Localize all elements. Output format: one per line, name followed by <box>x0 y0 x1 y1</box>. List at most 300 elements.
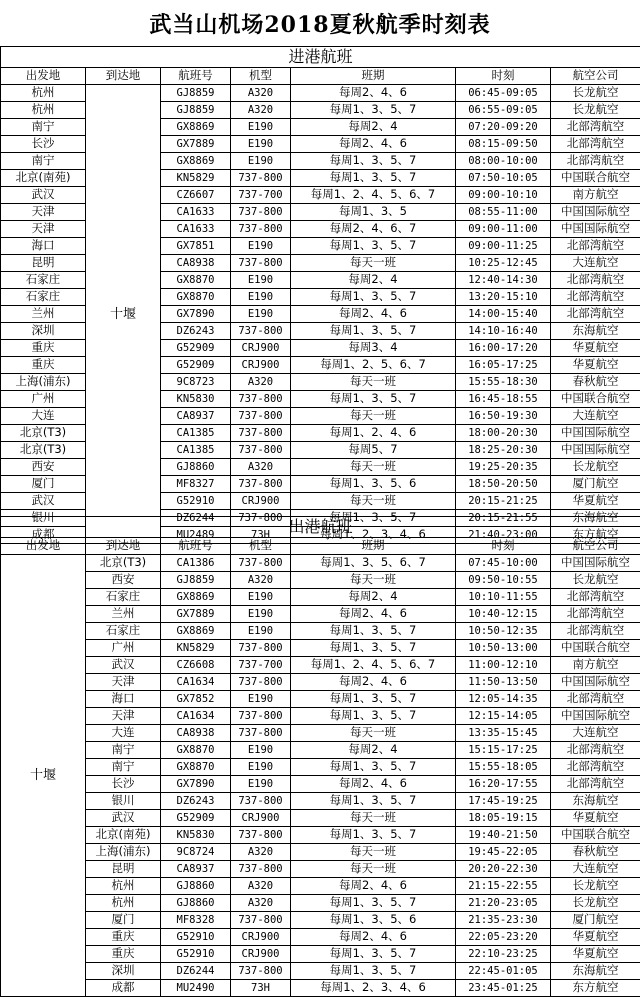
time-cell: 09:00-11:00 <box>456 221 551 238</box>
origin-cell: 十堰 <box>1 555 86 997</box>
origin-cell: 长沙 <box>1 136 86 153</box>
table-row <box>1 946 640 963</box>
header-time: 时刻 <box>456 68 551 85</box>
schedule-cell: 每周1、3、5、6、7 <box>291 555 456 572</box>
table-row <box>1 640 640 657</box>
airline-cell: 东方航空 <box>551 980 640 997</box>
time-cell: 06:55-09:05 <box>456 102 551 119</box>
aircraft-cell: 737-800 <box>231 861 291 878</box>
airline-cell: 东海航空 <box>551 963 640 980</box>
flight-cell: MU2489 <box>161 527 231 544</box>
airline-cell: 中国国际航空 <box>551 674 640 691</box>
origin-cell: 天津 <box>1 204 86 221</box>
flight-cell: G52909 <box>161 357 231 374</box>
aircraft-cell: E190 <box>231 691 291 708</box>
time-cell: 07:20-09:20 <box>456 119 551 136</box>
time-cell: 23:45-01:25 <box>456 980 551 997</box>
destination-cell: 石家庄 <box>86 589 161 606</box>
time-cell: 08:55-11:00 <box>456 204 551 221</box>
schedule-cell: 每周1、3、5、7 <box>291 238 456 255</box>
time-cell: 18:00-20:30 <box>456 425 551 442</box>
airline-cell: 华夏航空 <box>551 493 640 510</box>
origin-cell: 石家庄 <box>1 272 86 289</box>
header-flight: 航班号 <box>161 538 231 555</box>
schedule-cell: 每周1、3、5、7 <box>291 691 456 708</box>
destination-cell: 长沙 <box>86 776 161 793</box>
airline-cell: 北部湾航空 <box>551 136 640 153</box>
aircraft-cell: 737-800 <box>231 442 291 459</box>
time-cell: 21:20-23:05 <box>456 895 551 912</box>
schedule-cell: 每周1、3、5、7 <box>291 963 456 980</box>
flight-cell: KN5829 <box>161 170 231 187</box>
flight-cell: G52910 <box>161 929 231 946</box>
time-cell: 10:25-12:45 <box>456 255 551 272</box>
time-cell: 19:40-21:50 <box>456 827 551 844</box>
header-schedule: 班期 <box>291 68 456 85</box>
airline-cell: 中国联合航空 <box>551 391 640 408</box>
header-destination: 到达地 <box>86 538 161 555</box>
schedule-cell: 每天一班 <box>291 572 456 589</box>
schedule-cell: 每周1、3、5、7 <box>291 323 456 340</box>
flight-cell: GJ8859 <box>161 85 231 102</box>
schedule-cell: 每周1、2、4、6 <box>291 425 456 442</box>
schedule-cell: 每周1、2、4、5、6、7 <box>291 187 456 204</box>
aircraft-cell: 737-800 <box>231 221 291 238</box>
aircraft-cell: 737-800 <box>231 510 291 527</box>
arrivals-header-row <box>1 68 640 85</box>
airline-cell: 中国国际航空 <box>551 221 640 238</box>
time-cell: 13:20-15:10 <box>456 289 551 306</box>
time-cell: 21:15-22:55 <box>456 878 551 895</box>
destination-cell: 杭州 <box>86 895 161 912</box>
table-row <box>1 85 640 102</box>
flight-cell: GX7889 <box>161 136 231 153</box>
airline-cell: 东海航空 <box>551 793 640 810</box>
schedule-cell: 每周2、4、6 <box>291 878 456 895</box>
destination-cell: 南宁 <box>86 742 161 759</box>
origin-cell: 北京(T3) <box>1 442 86 459</box>
table-row <box>1 776 640 793</box>
schedule-cell: 每周1、3、5、6 <box>291 476 456 493</box>
destination-cell: 海口 <box>86 691 161 708</box>
origin-cell: 杭州 <box>1 102 86 119</box>
schedule-cell: 每天一班 <box>291 408 456 425</box>
flight-cell: GX8869 <box>161 153 231 170</box>
origin-cell: 天津 <box>1 221 86 238</box>
time-cell: 10:50-13:00 <box>456 640 551 657</box>
schedule-cell: 每天一班 <box>291 374 456 391</box>
airline-cell: 东海航空 <box>551 510 640 527</box>
origin-cell: 北京(南苑) <box>1 170 86 187</box>
time-cell: 16:05-17:25 <box>456 357 551 374</box>
destination-cell: 成都 <box>86 980 161 997</box>
origin-cell: 兰州 <box>1 306 86 323</box>
flight-cell: DZ6244 <box>161 510 231 527</box>
table-row <box>1 759 640 776</box>
flight-cell: GX7889 <box>161 606 231 623</box>
destination-cell: 银川 <box>86 793 161 810</box>
schedule-cell: 每天一班 <box>291 725 456 742</box>
airline-cell: 华夏航空 <box>551 810 640 827</box>
schedule-cell: 每周1、3、5、7 <box>291 895 456 912</box>
destination-cell: 天津 <box>86 674 161 691</box>
origin-cell: 重庆 <box>1 340 86 357</box>
time-cell: 14:10-16:40 <box>456 323 551 340</box>
flight-cell: CA8937 <box>161 861 231 878</box>
table-row <box>1 657 640 674</box>
schedule-cell: 每周1、2、4、5、6、7 <box>291 657 456 674</box>
origin-cell: 重庆 <box>1 357 86 374</box>
aircraft-cell: A320 <box>231 878 291 895</box>
schedule-cell: 每周2、4、6 <box>291 306 456 323</box>
time-cell: 09:50-10:55 <box>456 572 551 589</box>
table-row <box>1 742 640 759</box>
header-airline: 航空公司 <box>551 538 640 555</box>
aircraft-cell: 73H <box>231 980 291 997</box>
aircraft-cell: 737-800 <box>231 725 291 742</box>
schedule-cell: 每周2、4 <box>291 272 456 289</box>
arrivals-section-title: 进港航班 <box>1 47 640 68</box>
schedule-cell: 每周2、4、6 <box>291 674 456 691</box>
schedule-cell: 每周1、3、5、7 <box>291 510 456 527</box>
destination-cell: 北京(南苑) <box>86 827 161 844</box>
time-cell: 12:40-14:30 <box>456 272 551 289</box>
aircraft-cell: E190 <box>231 606 291 623</box>
destination-cell: 深圳 <box>86 963 161 980</box>
departures-section-title: 出港航班 <box>1 517 640 538</box>
destination-cell: 重庆 <box>86 946 161 963</box>
schedule-cell: 每周2、4、6 <box>291 136 456 153</box>
schedule-cell: 每周1、3、5 <box>291 204 456 221</box>
aircraft-cell: A320 <box>231 102 291 119</box>
airline-cell: 北部湾航空 <box>551 289 640 306</box>
table-row <box>1 980 640 997</box>
table-row <box>1 606 640 623</box>
aircraft-cell: 737-800 <box>231 255 291 272</box>
flight-cell: GJ8860 <box>161 895 231 912</box>
airline-cell: 北部湾航空 <box>551 776 640 793</box>
time-cell: 07:45-10:00 <box>456 555 551 572</box>
header-flight: 航班号 <box>161 68 231 85</box>
aircraft-cell: 737-800 <box>231 674 291 691</box>
origin-cell: 海口 <box>1 238 86 255</box>
airline-cell: 北部湾航空 <box>551 238 640 255</box>
header-airline: 航空公司 <box>551 68 640 85</box>
aircraft-cell: 737-800 <box>231 204 291 221</box>
aircraft-cell: CRJ900 <box>231 929 291 946</box>
airline-cell: 北部湾航空 <box>551 272 640 289</box>
airline-cell: 大连航空 <box>551 725 640 742</box>
airline-cell: 南方航空 <box>551 657 640 674</box>
schedule-cell: 每周2、4、6 <box>291 606 456 623</box>
destination-cell: 十堰 <box>86 85 161 544</box>
origin-cell: 银川 <box>1 510 86 527</box>
flight-cell: GX7852 <box>161 691 231 708</box>
aircraft-cell: E190 <box>231 272 291 289</box>
time-cell: 12:05-14:35 <box>456 691 551 708</box>
flight-cell: CZ6607 <box>161 187 231 204</box>
time-cell: 20:20-22:30 <box>456 861 551 878</box>
aircraft-cell: 737-800 <box>231 170 291 187</box>
flight-cell: GX7890 <box>161 776 231 793</box>
airline-cell: 长龙航空 <box>551 572 640 589</box>
aircraft-cell: 737-700 <box>231 657 291 674</box>
airline-cell: 北部湾航空 <box>551 606 640 623</box>
flight-cell: CA1633 <box>161 221 231 238</box>
flight-cell: CA1634 <box>161 674 231 691</box>
airline-cell: 中国国际航空 <box>551 708 640 725</box>
table-row <box>1 912 640 929</box>
airline-cell: 长龙航空 <box>551 102 640 119</box>
page-title: 武当山机场2018夏秋航季时刻表 <box>0 0 640 46</box>
airline-cell: 北部湾航空 <box>551 691 640 708</box>
flight-cell: 9C8724 <box>161 844 231 861</box>
airline-cell: 中国联合航空 <box>551 170 640 187</box>
time-cell: 10:50-12:35 <box>456 623 551 640</box>
flight-cell: DZ6243 <box>161 793 231 810</box>
aircraft-cell: 737-800 <box>231 555 291 572</box>
flight-cell: GX8869 <box>161 623 231 640</box>
airline-cell: 华夏航空 <box>551 340 640 357</box>
flight-cell: GX7851 <box>161 238 231 255</box>
destination-cell: 石家庄 <box>86 623 161 640</box>
airline-cell: 北部湾航空 <box>551 306 640 323</box>
flight-cell: CA1634 <box>161 708 231 725</box>
flight-cell: CA1386 <box>161 555 231 572</box>
time-cell: 19:45-22:05 <box>456 844 551 861</box>
flight-cell: CA1633 <box>161 204 231 221</box>
aircraft-cell: A320 <box>231 844 291 861</box>
destination-cell: 天津 <box>86 708 161 725</box>
time-cell: 22:05-23:20 <box>456 929 551 946</box>
time-cell: 20:15-21:55 <box>456 510 551 527</box>
table-row <box>1 963 640 980</box>
schedule-cell: 每周1、2、3、4、6 <box>291 527 456 544</box>
airline-cell: 厦门航空 <box>551 476 640 493</box>
aircraft-cell: CRJ900 <box>231 810 291 827</box>
aircraft-cell: 737-800 <box>231 476 291 493</box>
airline-cell: 华夏航空 <box>551 357 640 374</box>
origin-cell: 广州 <box>1 391 86 408</box>
destination-cell: 武汉 <box>86 810 161 827</box>
time-cell: 09:00-10:10 <box>456 187 551 204</box>
flight-cell: GX8870 <box>161 759 231 776</box>
airline-cell: 春秋航空 <box>551 844 640 861</box>
flight-cell: MU2490 <box>161 980 231 997</box>
table-row <box>1 844 640 861</box>
table-row <box>1 674 640 691</box>
origin-cell: 石家庄 <box>1 289 86 306</box>
aircraft-cell: 737-800 <box>231 963 291 980</box>
table-row <box>1 793 640 810</box>
destination-cell: 西安 <box>86 572 161 589</box>
aircraft-cell: 737-800 <box>231 708 291 725</box>
schedule-cell: 每周1、3、5、7 <box>291 623 456 640</box>
aircraft-cell: 737-800 <box>231 408 291 425</box>
header-aircraft: 机型 <box>231 538 291 555</box>
flight-cell: CZ6608 <box>161 657 231 674</box>
destination-cell: 上海(浦东) <box>86 844 161 861</box>
aircraft-cell: 737-800 <box>231 425 291 442</box>
flight-cell: CA1385 <box>161 425 231 442</box>
time-cell: 15:15-17:25 <box>456 742 551 759</box>
aircraft-cell: 737-800 <box>231 912 291 929</box>
origin-cell: 南宁 <box>1 153 86 170</box>
aircraft-cell: A320 <box>231 374 291 391</box>
flight-cell: GX8870 <box>161 289 231 306</box>
table-row <box>1 827 640 844</box>
schedule-cell: 每周2、4、6 <box>291 929 456 946</box>
airline-cell: 长龙航空 <box>551 85 640 102</box>
header-schedule: 班期 <box>291 538 456 555</box>
aircraft-cell: A320 <box>231 459 291 476</box>
aircraft-cell: 737-700 <box>231 187 291 204</box>
schedule-cell: 每周1、3、5、6 <box>291 912 456 929</box>
header-destination: 到达地 <box>86 68 161 85</box>
table-row <box>1 555 640 572</box>
airline-cell: 长龙航空 <box>551 459 640 476</box>
flight-cell: GX8869 <box>161 589 231 606</box>
schedule-cell: 每周5、7 <box>291 442 456 459</box>
aircraft-cell: CRJ900 <box>231 946 291 963</box>
aircraft-cell: E190 <box>231 759 291 776</box>
airline-cell: 东海航空 <box>551 323 640 340</box>
aircraft-cell: E190 <box>231 742 291 759</box>
schedule-cell: 每周1、3、5、7 <box>291 153 456 170</box>
time-cell: 06:45-09:05 <box>456 85 551 102</box>
header-origin: 出发地 <box>1 68 86 85</box>
schedule-cell: 每周2、4 <box>291 742 456 759</box>
time-cell: 10:10-11:55 <box>456 589 551 606</box>
flight-cell: CA8937 <box>161 408 231 425</box>
table-row <box>1 623 640 640</box>
flight-cell: GX8870 <box>161 742 231 759</box>
destination-cell: 南宁 <box>86 759 161 776</box>
time-cell: 15:55-18:30 <box>456 374 551 391</box>
header-aircraft: 机型 <box>231 68 291 85</box>
time-cell: 16:50-19:30 <box>456 408 551 425</box>
time-cell: 11:50-13:50 <box>456 674 551 691</box>
time-cell: 14:00-15:40 <box>456 306 551 323</box>
schedule-cell: 每周1、3、5、7 <box>291 793 456 810</box>
aircraft-cell: A320 <box>231 85 291 102</box>
airline-cell: 北部湾航空 <box>551 589 640 606</box>
flight-cell: KN5830 <box>161 827 231 844</box>
destination-cell: 北京(T3) <box>86 555 161 572</box>
aircraft-cell: E190 <box>231 153 291 170</box>
schedule-cell: 每周2、4、6 <box>291 85 456 102</box>
origin-cell: 深圳 <box>1 323 86 340</box>
airline-cell: 北部湾航空 <box>551 742 640 759</box>
schedule-cell: 每周1、3、5、7 <box>291 708 456 725</box>
table-row <box>1 929 640 946</box>
airline-cell: 中国联合航空 <box>551 640 640 657</box>
airline-cell: 大连航空 <box>551 408 640 425</box>
aircraft-cell: CRJ900 <box>231 357 291 374</box>
airline-cell: 中国国际航空 <box>551 204 640 221</box>
schedule-cell: 每周2、4、6 <box>291 776 456 793</box>
schedule-cell: 每周1、3、5、7 <box>291 391 456 408</box>
table-row <box>1 589 640 606</box>
destination-cell: 广州 <box>86 640 161 657</box>
airline-cell: 北部湾航空 <box>551 153 640 170</box>
flight-cell: CA8938 <box>161 255 231 272</box>
flight-cell: GJ8860 <box>161 459 231 476</box>
header-origin: 出发地 <box>1 538 86 555</box>
airline-cell: 华夏航空 <box>551 929 640 946</box>
airline-cell: 春秋航空 <box>551 374 640 391</box>
origin-cell: 上海(浦东) <box>1 374 86 391</box>
flight-cell: GJ8859 <box>161 102 231 119</box>
schedule-cell: 每周1、3、5、7 <box>291 640 456 657</box>
airline-cell: 长龙航空 <box>551 878 640 895</box>
schedule-cell: 每周2、4 <box>291 119 456 136</box>
destination-cell: 大连 <box>86 725 161 742</box>
flight-cell: GJ8859 <box>161 572 231 589</box>
table-row <box>1 725 640 742</box>
time-cell: 11:00-12:10 <box>456 657 551 674</box>
time-cell: 13:35-15:45 <box>456 725 551 742</box>
aircraft-cell: A320 <box>231 895 291 912</box>
destination-cell: 兰州 <box>86 606 161 623</box>
flight-cell: G52910 <box>161 493 231 510</box>
schedule-cell: 每周1、2、3、4、6 <box>291 980 456 997</box>
schedule-cell: 每周1、3、5、7 <box>291 759 456 776</box>
aircraft-cell: E190 <box>231 306 291 323</box>
table-row <box>1 861 640 878</box>
origin-cell: 北京(T3) <box>1 425 86 442</box>
flight-cell: DZ6244 <box>161 963 231 980</box>
origin-cell: 武汉 <box>1 187 86 204</box>
flight-cell: CA1385 <box>161 442 231 459</box>
flight-cell: KN5829 <box>161 640 231 657</box>
schedule-cell: 每天一班 <box>291 844 456 861</box>
aircraft-cell: CRJ900 <box>231 493 291 510</box>
time-cell: 22:10-23:25 <box>456 946 551 963</box>
departures-header-row <box>1 538 640 555</box>
flight-cell: GJ8860 <box>161 878 231 895</box>
flight-cell: MF8328 <box>161 912 231 929</box>
schedule-cell: 每天一班 <box>291 810 456 827</box>
table-row <box>1 810 640 827</box>
time-cell: 19:25-20:35 <box>456 459 551 476</box>
time-cell: 18:25-20:30 <box>456 442 551 459</box>
schedule-cell: 每周2、4、6、7 <box>291 221 456 238</box>
airline-cell: 大连航空 <box>551 255 640 272</box>
flight-cell: G52909 <box>161 810 231 827</box>
aircraft-cell: E190 <box>231 776 291 793</box>
time-cell: 16:00-17:20 <box>456 340 551 357</box>
time-cell: 08:00-10:00 <box>456 153 551 170</box>
flight-cell: MF8327 <box>161 476 231 493</box>
time-cell: 16:20-17:55 <box>456 776 551 793</box>
table-row <box>1 691 640 708</box>
airline-cell: 北部湾航空 <box>551 623 640 640</box>
destination-cell: 杭州 <box>86 878 161 895</box>
origin-cell: 南宁 <box>1 119 86 136</box>
airline-cell: 厦门航空 <box>551 912 640 929</box>
schedule-cell: 每周3、4 <box>291 340 456 357</box>
flight-cell: GX8869 <box>161 119 231 136</box>
airline-cell: 中国国际航空 <box>551 555 640 572</box>
destination-cell: 昆明 <box>86 861 161 878</box>
time-cell: 18:50-20:50 <box>456 476 551 493</box>
airline-cell: 华夏航空 <box>551 946 640 963</box>
table-row <box>1 572 640 589</box>
time-cell: 07:50-10:05 <box>456 170 551 187</box>
airline-cell: 北部湾航空 <box>551 119 640 136</box>
schedule-cell: 每天一班 <box>291 493 456 510</box>
